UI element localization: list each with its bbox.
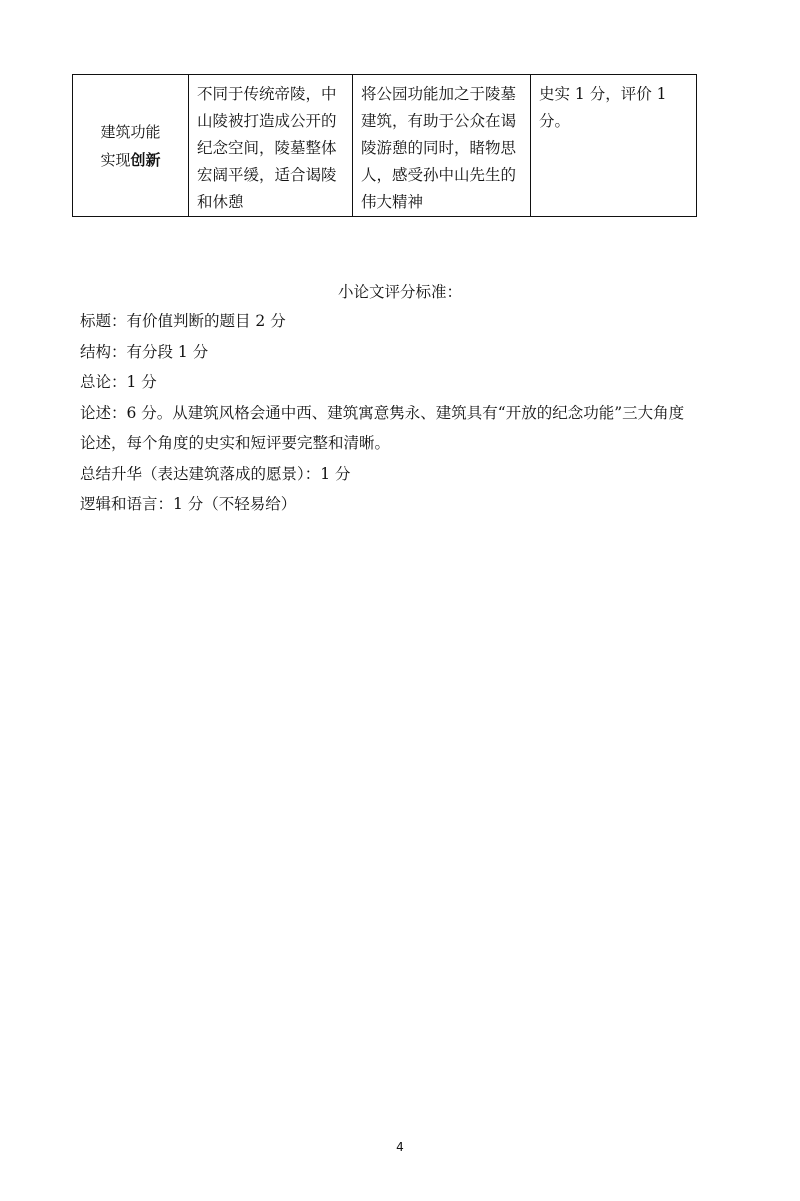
rubric-item-logic: 逻辑和语言：1 分（不轻易给）: [80, 495, 297, 513]
table-row: [73, 75, 697, 217]
grading-table: [72, 74, 697, 217]
comment-line: 人，感受孙中山先生的: [361, 166, 517, 184]
category-cell: [73, 75, 189, 217]
page-number: 4: [396, 1140, 404, 1154]
fact-line: 纪念空间，陵墓整体: [197, 139, 337, 157]
rubric-title: 小论文评分标准：: [337, 283, 462, 301]
rubric-item-structure: 结构：有分段 1 分: [80, 342, 209, 361]
score-cell: [531, 75, 697, 217]
category-label: 建筑功能: [100, 122, 161, 141]
comment-line: 将公园功能加之于陵墓: [361, 85, 517, 103]
fact-line: 宏阔平缓，适合谒陵: [197, 166, 337, 184]
fact-line: 和休憩: [197, 193, 244, 211]
comment-cell: [353, 75, 531, 217]
category-label-2: 实现创新: [100, 150, 161, 169]
comment-line: 伟大精神: [361, 193, 424, 211]
rubric-item-argument: 论述：6 分。从建筑风格会通中西、建筑寓意隽永、建筑具有“开放的纪念功能”三大角度: [80, 403, 685, 422]
rubric-list: [80, 306, 710, 520]
historical-fact-cell: [189, 75, 353, 217]
comment-line: 陵游憩的同时，睹物思: [361, 139, 517, 157]
rubric-item-argument-cont: 论述，每个角度的史实和短评要完整和清晰。: [80, 434, 391, 452]
score-text: 史实 1 分，评价 1 分。: [539, 85, 667, 130]
fact-line: 山陵被打造成公开的: [197, 112, 337, 130]
rubric-item-thesis: 总论：1 分: [80, 373, 157, 391]
fact-line: 不同于传统帝陵，中: [197, 85, 337, 103]
comment-line: 建筑，有助于公众在谒: [361, 112, 517, 130]
rubric-item-title: 标题：有价值判断的题目 2 分: [80, 312, 286, 330]
rubric-item-conclusion: 总结升华（表达建筑落成的愿景）：1 分: [80, 464, 351, 483]
